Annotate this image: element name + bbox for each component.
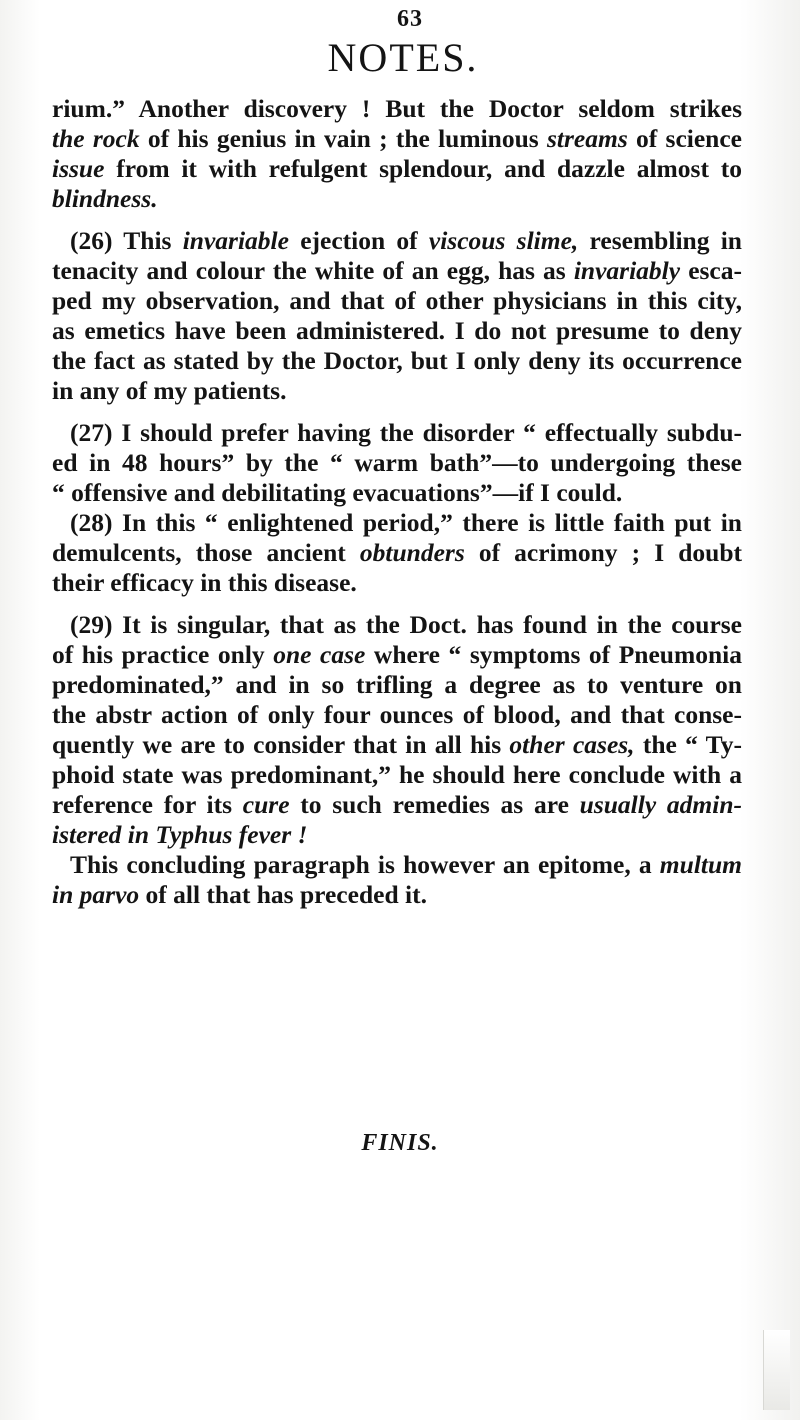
text-line: ed in 48 hours” by the “ warm bath”—to undergoing these xyxy=(52,448,742,477)
italic-text: invariable xyxy=(182,226,289,255)
text-line: reference for its cure to such remedies as are usually admin- xyxy=(52,790,742,819)
text-line: demulcents, those ancient obtunders of acrimony ; I doubt xyxy=(52,538,742,567)
finis-label: FINIS. xyxy=(361,1130,439,1156)
italic-text: usually admin- xyxy=(579,790,742,819)
text-line: This concluding paragraph is however an epitome, a multum xyxy=(70,850,742,879)
note-27-paragraph xyxy=(52,418,742,508)
text-line: (27) I should prefer having the disorder “ effectually subdu- xyxy=(70,418,742,447)
page-heading: NOTES. xyxy=(327,35,479,80)
text-line: issue from it with refulgent splendour, and dazzle almost to xyxy=(52,154,742,183)
text-line: the fact as stated by the Doctor, but I only deny its occurrence xyxy=(52,346,742,375)
note-26-paragraph xyxy=(52,226,742,406)
italic-text: streams xyxy=(546,124,628,153)
text-line: predominated,” and in so trifling a degree as to venture on xyxy=(52,670,742,699)
text-line: (29) It is singular, that as the Doct. has found in the course xyxy=(70,610,742,639)
note-continuation-paragraph xyxy=(52,94,742,214)
italic-text: one case xyxy=(273,640,366,669)
italic-text: multum xyxy=(659,850,742,879)
italic-text: blindness. xyxy=(52,184,158,213)
text-line: rium.” Another discovery ! But the Doctor seldom strikes xyxy=(52,94,742,123)
text-line: phoid state was predominant,” he should here conclude with a xyxy=(52,760,742,789)
page-number: 63 xyxy=(397,6,423,32)
italic-text: cure xyxy=(242,790,290,819)
text-line: in parvo of all that has preceded it. xyxy=(52,880,427,909)
text-line: ped my observation, and that of other physicians in this city, xyxy=(52,286,742,315)
text-line: quently we are to consider that in all his other cases, the “ Ty- xyxy=(52,730,742,759)
italic-text: obtunders xyxy=(359,538,465,567)
italic-text: viscous slime, xyxy=(428,226,579,255)
italic-text: issue xyxy=(52,154,105,183)
text-line: (26) This invariable ejection of viscous slime, resembling in xyxy=(70,226,742,255)
paragraph-gap xyxy=(52,214,742,226)
note-28-paragraph xyxy=(52,508,742,598)
text-line: their efficacy in this disease. xyxy=(52,568,357,597)
text-line: “ offensive and debilitating evacuations”—if I could. xyxy=(52,478,623,507)
concluding-paragraph xyxy=(52,850,742,910)
italic-text: the rock xyxy=(52,124,140,153)
text-line xyxy=(52,820,742,850)
text-line: the abstr action of only four ounces of blood, and that conse- xyxy=(52,700,742,729)
italic-text: other cases, xyxy=(509,730,635,759)
text-line: tenacity and colour the white of an egg, has as invariably esca- xyxy=(52,256,742,285)
italic-text: in parvo xyxy=(52,880,140,909)
paragraph-gap xyxy=(52,598,742,610)
italic-text: istered in Typhus fever ! xyxy=(52,820,308,849)
paragraph-gap xyxy=(52,406,742,418)
text-line: (28) In this “ enlightened period,” there is little faith put in xyxy=(70,508,742,537)
text-line: of his practice only one case where “ symptoms of Pneumonia xyxy=(52,640,742,669)
text-line xyxy=(52,184,742,214)
notes-body xyxy=(52,94,742,910)
italic-text: invariably xyxy=(573,256,681,285)
text-line: the rock of his genius in vain ; the luminous streams of science xyxy=(52,124,742,153)
text-line: as emetics have been administered. I do not presume to deny xyxy=(52,316,742,345)
page-edge-shadow xyxy=(763,1330,790,1410)
text-line: in any of my patients. xyxy=(52,376,287,405)
note-29-paragraph xyxy=(52,610,742,850)
